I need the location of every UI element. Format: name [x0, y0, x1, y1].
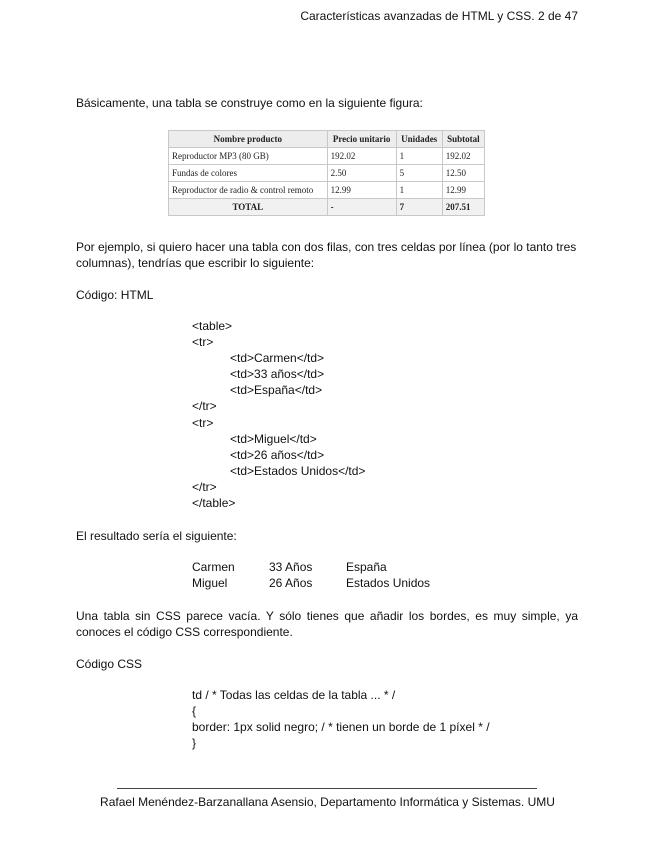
table-cell: 192.02 — [442, 148, 484, 165]
result-row — [192, 559, 430, 575]
code-line: <td>Estados Unidos</td> — [230, 463, 366, 478]
table-cell: 2.50 — [327, 165, 396, 182]
code-line: <table> — [192, 319, 233, 333]
code-line: td / * Todas las celdas de la tabla ... * / — [192, 688, 396, 702]
total-label: TOTAL — [169, 199, 328, 216]
code-line: <td>Miguel</td> — [230, 431, 317, 446]
code-line: <td>26 años</td> — [230, 447, 325, 462]
table-cell: 1 — [396, 148, 442, 165]
figure-table — [168, 130, 485, 215]
html-code-label: Código: HTML — [76, 288, 154, 302]
example-paragraph: Por ejemplo, si quiero hacer una tabla con dos filas, con tres celdas por línea (por lo tanto tres columnas), tendrías que escribir lo siguiente: — [76, 240, 577, 270]
table-cell: 5 — [396, 165, 442, 182]
result-label: El resultado sería el siguiente: — [76, 529, 237, 543]
table-cell: - — [327, 199, 396, 216]
css-code-block — [192, 687, 490, 751]
header-cell: Subtotal — [442, 131, 484, 148]
code-line: </table> — [192, 496, 236, 511]
table-row — [169, 148, 485, 165]
result-cell: 33 Años — [269, 560, 313, 574]
css-code-label: Código CSS — [76, 657, 143, 671]
result-table — [192, 559, 430, 591]
code-line: <td>33 años</td> — [230, 367, 325, 382]
table-cell: 1 — [396, 182, 442, 199]
table-cell: 12.99 — [327, 182, 396, 199]
table-cell: 7 — [396, 199, 442, 216]
footer-divider — [117, 788, 537, 789]
html-code-block — [192, 318, 365, 511]
code-line: <tr> — [192, 335, 214, 350]
table-cell: Reproductor MP3 (80 GB) — [169, 148, 328, 165]
page-footer: Rafael Menéndez-Barzanallana Asensio, Departamento Informática y Sistemas. UMU — [100, 795, 555, 809]
result-cell: Estados Unidos — [346, 576, 431, 590]
intro-paragraph: Básicamente, una tabla se construye como en la siguiente figura: — [76, 96, 423, 110]
table-cell: 192.02 — [327, 148, 396, 165]
code-line: <td>España</td> — [230, 383, 323, 398]
css-paragraph: Una tabla sin CSS parece vacía. Y sólo tienes que añadir los bordes, es muy simple, ya conoces el código CSS correspondiente. — [76, 609, 578, 639]
table-cell: 12.50 — [442, 165, 484, 182]
page-header: Características avanzadas de HTML y CSS. 2 de 47 — [300, 9, 578, 23]
table-cell: Fundas de colores — [169, 165, 328, 182]
code-line: } — [192, 736, 197, 750]
table-row — [169, 165, 485, 182]
code-line: <td>Carmen</td> — [230, 351, 325, 366]
code-line: </tr> — [192, 479, 217, 494]
result-cell: Carmen — [192, 560, 235, 574]
code-line: { — [192, 704, 197, 718]
code-line: <tr> — [192, 415, 214, 430]
header-cell: Unidades — [396, 131, 442, 148]
total-row — [169, 199, 485, 216]
table-cell: 207.51 — [442, 199, 484, 216]
table-row — [169, 182, 485, 199]
table-cell: 12.99 — [442, 182, 484, 199]
result-cell: 26 Años — [269, 576, 313, 590]
result-cell: España — [346, 560, 387, 574]
code-line: border: 1px solid negro; / * tienen un borde de 1 píxel * / — [192, 720, 490, 734]
header-cell: Nombre producto — [169, 131, 328, 148]
result-cell: Miguel — [192, 576, 228, 590]
figure-header-row — [169, 131, 485, 148]
result-row — [192, 575, 430, 591]
table-cell: Reproductor de radio & control remoto — [169, 182, 328, 199]
code-line: </tr> — [192, 399, 217, 414]
header-cell: Precio unitario — [327, 131, 396, 148]
